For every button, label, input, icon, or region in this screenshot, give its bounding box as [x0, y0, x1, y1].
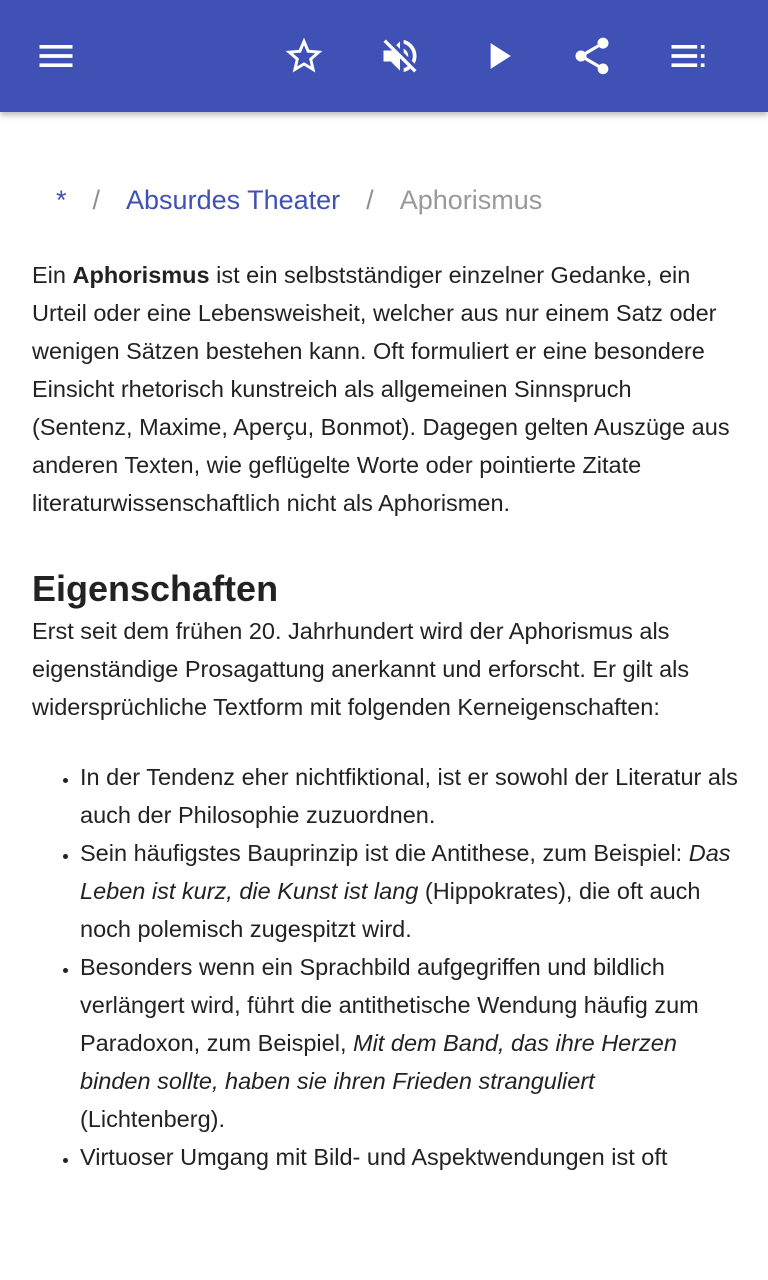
- list-item: [80, 834, 738, 948]
- breadcrumb-home-link[interactable]: *: [56, 185, 67, 215]
- volume-off-icon: [378, 34, 422, 78]
- list-item-text: (Lichtenberg).: [80, 1106, 225, 1132]
- menu-icon: [34, 34, 78, 78]
- list-item: [80, 1138, 738, 1176]
- breadcrumb-current: Aphorismus: [399, 185, 543, 215]
- list-item-text: (Hippokrates), die oft auch noch polemisch zugespitzt wird.: [80, 878, 701, 942]
- star-outline-icon: [282, 34, 326, 78]
- list-item: [80, 758, 738, 834]
- list-item: [80, 948, 738, 1138]
- breadcrumb-separator: /: [366, 185, 374, 215]
- intro-text: ist ein selbstständiger einzelner Gedanke, ein Urteil oder eine Lebensweisheit, welcher aus nur einem Satz oder wenigen Sätzen bestehen kann. Oft formuliert er eine besondere Einsicht rhetorisch kunstreich als allgemeinen Sinnspruch (Sentenz, Maxime, Aperçu, Bonmot). Dagegen gelten Auszüge aus anderen Texten, wie geflügelte Worte oder pointierte Zitate literaturwissenschaftlich nicht als Aphorismen.: [32, 262, 730, 516]
- intro-paragraph: [32, 256, 738, 522]
- intro-word: Ein: [32, 262, 66, 288]
- breadcrumb-separator: /: [92, 185, 101, 215]
- contents-button[interactable]: [660, 28, 716, 84]
- section-heading: Eigenschaften: [32, 568, 279, 609]
- mute-button[interactable]: [372, 28, 428, 84]
- list-item-text: Besonders wenn ein Sprachbild aufgegriffen und bildlich verlängert wird, führt die antithetische Wendung häufig zum Paradoxon, zum Beispiel,: [80, 954, 699, 1056]
- section-paragraph: Erst seit dem frühen 20. Jahrhundert wird der Aphorismus als eigenständige Prosagattung anerkannt und erforscht. Er gilt als widersprüchliche Textform mit folgenden Kerneigenschaften:: [32, 618, 690, 720]
- list-item-text: Virtuoser Umgang mit Bild- und Aspektwendungen ist oft: [80, 1144, 668, 1170]
- menu-button[interactable]: [28, 28, 84, 84]
- breadcrumb: [56, 180, 542, 220]
- article-content: [32, 256, 738, 1176]
- playlist-icon: [666, 34, 710, 78]
- properties-list: [32, 758, 738, 1176]
- favorite-button[interactable]: [276, 28, 332, 84]
- share-button[interactable]: [564, 28, 620, 84]
- play-icon: [476, 34, 520, 78]
- intro-term: Aphorismus: [72, 262, 210, 288]
- share-icon: [570, 34, 614, 78]
- list-item-text: In der Tendenz eher nichtfiktional, ist er sowohl der Literatur als auch der Philosophie zuzuordnen.: [80, 764, 738, 828]
- list-item-quote: Das Leben ist kurz, die Kunst ist lang: [80, 840, 731, 904]
- list-item-quote: Mit dem Band, das ihre Herzen binden sollte, haben sie ihren Frieden stranguliert: [80, 1030, 677, 1094]
- app-toolbar: [0, 0, 768, 112]
- breadcrumb-parent-link[interactable]: Absurdes Theater: [126, 185, 341, 215]
- play-button[interactable]: [470, 28, 526, 84]
- list-item-text: Sein häufigstes Bauprinzip ist die Antithese, zum Beispiel:: [80, 840, 683, 866]
